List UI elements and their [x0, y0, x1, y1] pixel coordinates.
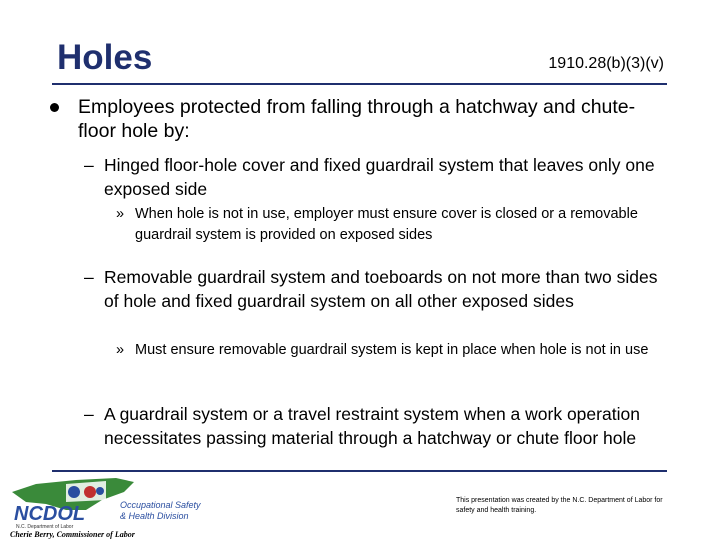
bullet-dot-icon — [50, 103, 59, 112]
main-bullet — [50, 95, 670, 143]
detail-marker: » — [116, 342, 125, 358]
sub-bullet-text: A guardrail system or a travel restraint system when a work operation necessitates passing material through a hatchway or chute floor hole — [104, 404, 640, 448]
dash-marker: – — [84, 155, 94, 175]
sub-bullet-3 — [84, 402, 674, 450]
dash-marker: – — [84, 267, 94, 287]
logo-subtitle: N.C. Department of Labor — [16, 524, 74, 530]
division-line-2: & Health Division — [120, 511, 189, 521]
sub-bullet-text: Hinged floor-hole cover and fixed guardrail system that leaves only one exposed side — [104, 155, 655, 199]
top-divider — [52, 83, 667, 85]
dash-marker: – — [84, 404, 94, 424]
sub-bullet-text: Removable guardrail system and toeboards on not more than two sides of hole and fixed guardrail system on all other exposed sides — [104, 267, 658, 311]
commissioner-line: Cherie Berry, Commissioner of Labor — [10, 530, 135, 539]
detail-bullet-text: Must ensure removable guardrail system is kept in place when hole is not in use — [135, 342, 649, 358]
sub-bullet-2 — [84, 265, 674, 313]
slide-title: Holes — [57, 38, 153, 77]
detail-bullet-2 — [116, 340, 676, 361]
division-line-1: Occupational Safety — [120, 500, 201, 510]
logo-name: NCDOL — [14, 503, 86, 525]
detail-bullet-text: When hole is not in use, employer must ensure cover is closed or a removable guardrail system is provided on exposed sides — [135, 206, 638, 243]
regulation-reference: 1910.28(b)(3)(v) — [548, 55, 664, 72]
main-bullet-text: Employees protected from falling through a hatchway and chute-floor hole by: — [78, 96, 636, 142]
footer-note: This presentation was created by the N.C. Department of Labor for safety and health training. — [456, 497, 663, 514]
sub-bullet-1 — [84, 153, 674, 201]
detail-marker: » — [116, 206, 125, 222]
detail-bullet-1 — [116, 204, 676, 246]
ncdol-state-map-icon — [6, 470, 206, 540]
ncdol-logo — [6, 470, 206, 540]
